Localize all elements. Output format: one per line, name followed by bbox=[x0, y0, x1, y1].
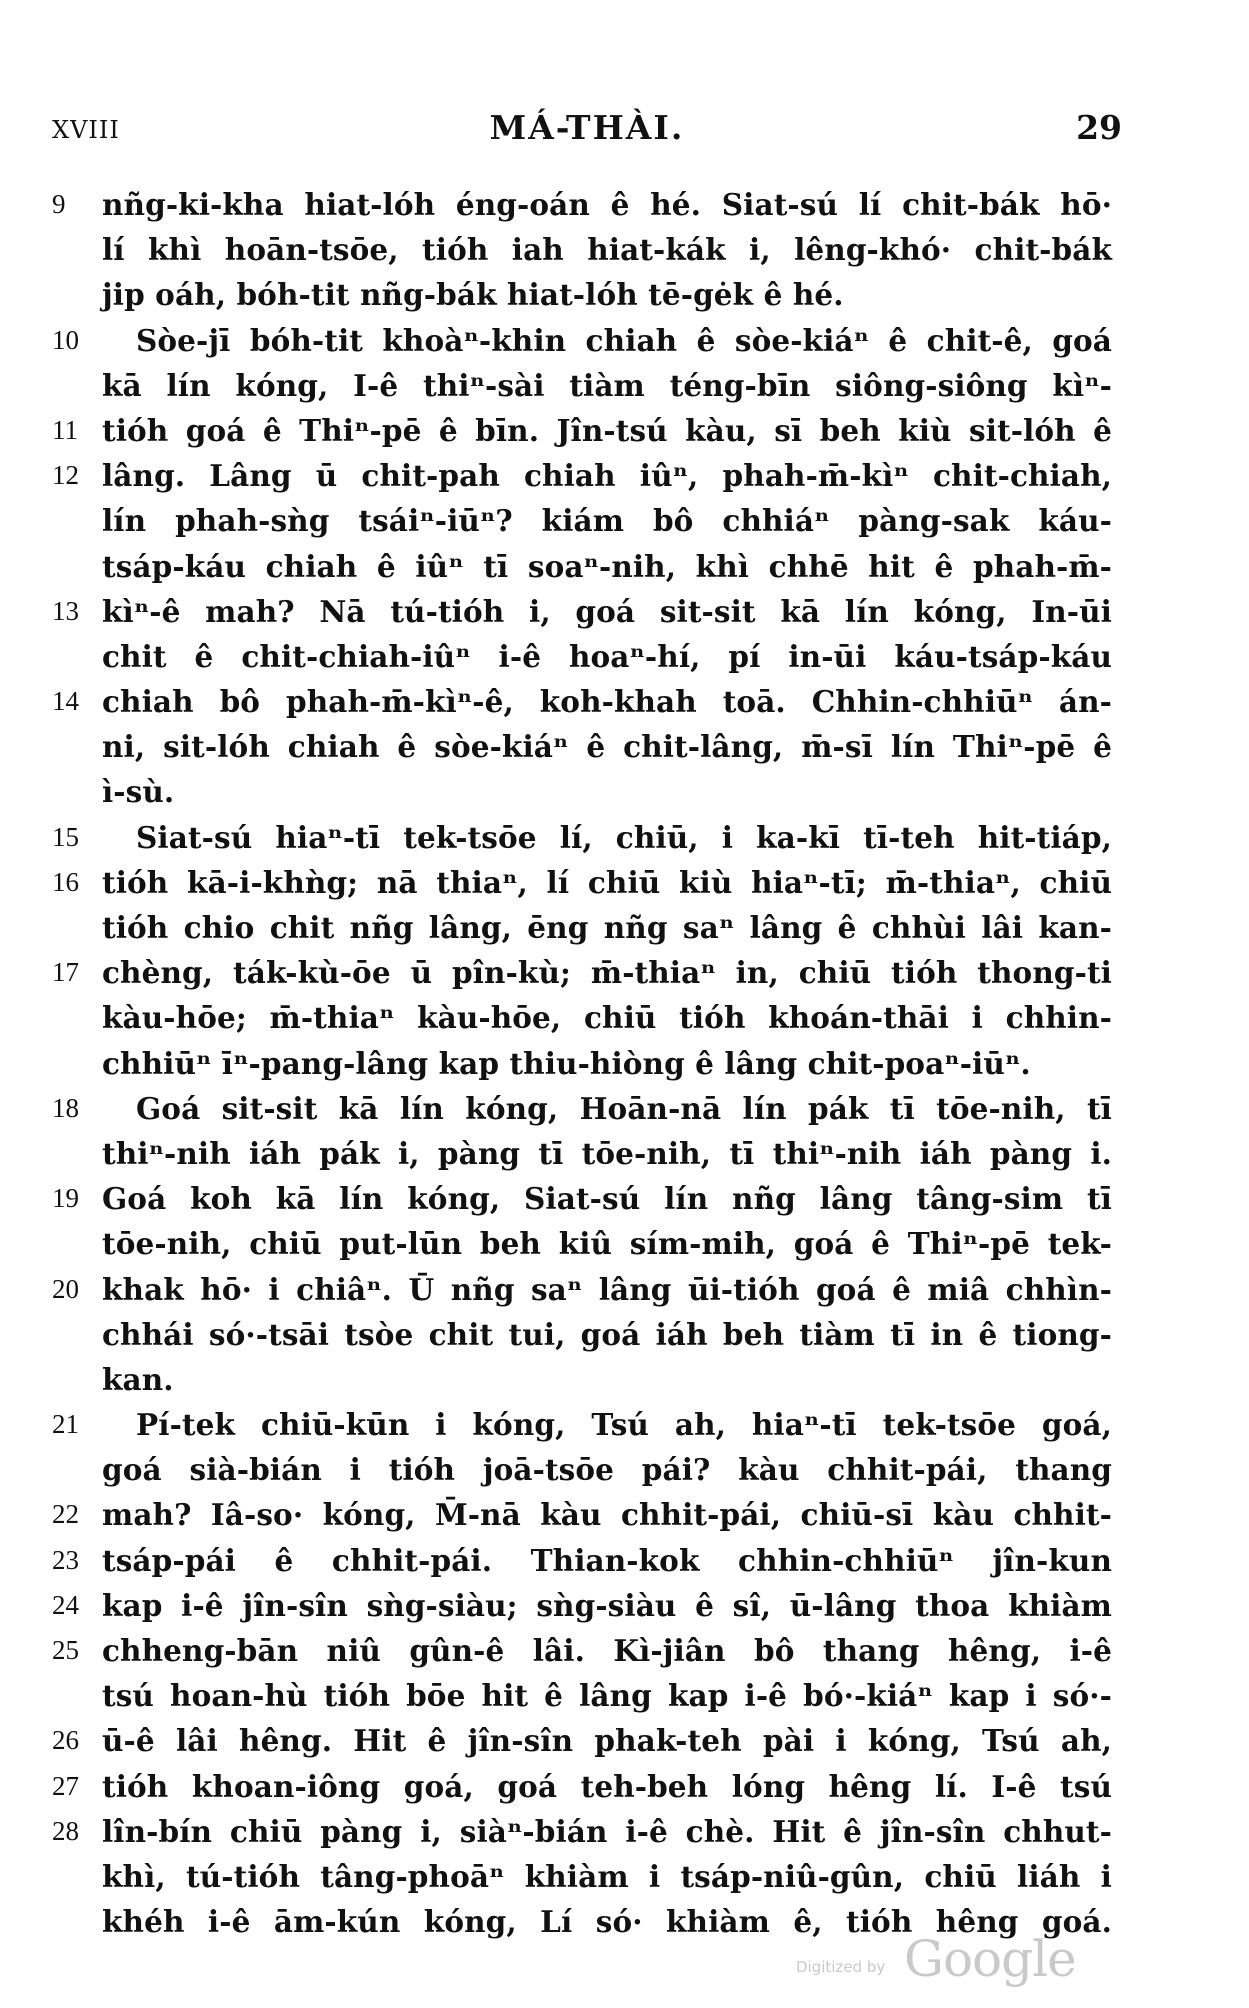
text-line bbox=[52, 860, 1122, 905]
text-line bbox=[52, 544, 1122, 589]
line-text: Siat-sú hiaⁿ-tī tek-tsōe lí, chiū, i ka-kī tī-teh hit-tiáp, bbox=[136, 819, 1112, 855]
line-text: chiah bô phah-m̄-kìⁿ-ê, koh-khah toā. Chhin-chhiūⁿ án- bbox=[102, 684, 1112, 720]
verse-number: 15 bbox=[52, 821, 79, 852]
chapter-number: XVIII bbox=[52, 116, 120, 144]
verse-number: 18 bbox=[52, 1092, 79, 1123]
book-title: MÁ-THÀI. bbox=[489, 108, 685, 147]
verse-number: 24 bbox=[52, 1589, 79, 1620]
line-text: jip oáh, bóh-tit nñg-bák hiat-lóh tē-gėk ê hé. bbox=[102, 277, 844, 313]
line-text: kap i-ê jîn-sîn sǹg-siàu; sǹg-siàu ê sî, ū-lâng thoa khiàm bbox=[102, 1587, 1112, 1623]
text-line bbox=[52, 272, 1122, 317]
verse-number: 11 bbox=[52, 414, 78, 445]
text-line bbox=[52, 769, 1122, 814]
line-text: ì-sù. bbox=[102, 774, 175, 810]
text-line bbox=[52, 1673, 1122, 1718]
line-text: tsáp-káu chiah ê iûⁿ tī soaⁿ-nih, khì chhē hit ê phah-m̄- bbox=[102, 548, 1112, 584]
line-text: tióh kā-i-khǹg; nā thiaⁿ, lí chiū kiù hiaⁿ-tī; m̄-thiaⁿ, chiū bbox=[102, 864, 1112, 900]
line-text: kan. bbox=[102, 1361, 174, 1397]
line-text: Goá sit-sit kā lín kóng, Hoān-nā lín pák tī tōe-nih, tī bbox=[136, 1090, 1112, 1126]
text-line bbox=[52, 1312, 1122, 1357]
text-line bbox=[52, 950, 1122, 995]
line-text: tióh khoan-iông goá, goá teh-beh lóng hêng lí. I-ê tsú bbox=[102, 1768, 1112, 1804]
text-line bbox=[52, 1221, 1122, 1266]
text-line bbox=[52, 227, 1122, 272]
verse-number: 13 bbox=[52, 595, 79, 626]
text-line bbox=[52, 589, 1122, 634]
text-line bbox=[52, 679, 1122, 724]
text-line bbox=[52, 905, 1122, 950]
text-line bbox=[52, 182, 1122, 227]
line-text: ni, sit-lóh chiah ê sòe-kiáⁿ ê chit-lâng, m̄-sī lín Thiⁿ-pē ê bbox=[102, 729, 1112, 765]
text-line bbox=[52, 1718, 1122, 1763]
line-text: khì, tú-tióh tâng-phoāⁿ khiàm i tsáp-niû-gûn, chiū liáh i bbox=[102, 1858, 1112, 1894]
line-text: chhiūⁿ īⁿ-pang-lâng kap thiu-hiòng ê lâng chit-poaⁿ-iūⁿ. bbox=[102, 1045, 1031, 1081]
line-text: lâng. Lâng ū chit-pah chiah iûⁿ, phah-m̄-kìⁿ chit-chiah, bbox=[102, 458, 1112, 494]
verse-number: 12 bbox=[52, 460, 79, 491]
line-text: kā lín kóng, I-ê thiⁿ-sài tiàm téng-bīn siông-siông kìⁿ- bbox=[102, 367, 1112, 403]
page-header bbox=[52, 108, 1122, 152]
text-line bbox=[52, 995, 1122, 1040]
line-text: kìⁿ-ê mah? Nā tú-tióh i, goá sit-sit kā lín kóng, In-ūi bbox=[102, 593, 1112, 629]
verse-number: 25 bbox=[52, 1635, 79, 1665]
text-line bbox=[52, 1086, 1122, 1131]
google-logo: Google bbox=[904, 1930, 1076, 1988]
verse-number: 20 bbox=[52, 1273, 79, 1304]
verse-number: 22 bbox=[52, 1499, 79, 1530]
text-line bbox=[52, 1131, 1122, 1176]
line-text: tsáp-pái ê chhit-pái. Thian-kok chhin-chhiūⁿ jîn-kun bbox=[102, 1542, 1112, 1578]
text-line bbox=[52, 1402, 1122, 1447]
scripture-text bbox=[52, 182, 1122, 1944]
text-line bbox=[52, 634, 1122, 679]
line-text: ū-ê lâi hêng. Hit ê jîn-sîn phak-teh pài i kóng, Tsú ah, bbox=[102, 1723, 1112, 1759]
line-text: mah? Iâ-so· kóng, M̄-nā kàu chhit-pái, chiū-sī kàu chhit- bbox=[102, 1497, 1112, 1533]
digitized-watermark bbox=[796, 1930, 1076, 1990]
verse-number: 16 bbox=[52, 866, 79, 897]
line-text: tōe-nih, chiū put-lūn beh kiû sím-mih, goá ê Thiⁿ-pē tek- bbox=[102, 1226, 1112, 1262]
text-line bbox=[52, 363, 1122, 408]
line-text: lîn-bín chiū pàng i, siàⁿ-bián i-ê chè. Hit ê jîn-sîn chhut- bbox=[102, 1813, 1112, 1849]
line-text: khak hō· i chiâⁿ. Ū nñg saⁿ lâng ūi-tióh goá ê miâ chhìn- bbox=[102, 1271, 1112, 1307]
text-line bbox=[52, 1764, 1122, 1809]
text-line bbox=[52, 1583, 1122, 1628]
line-text: Sòe-jī bóh-tit khoàⁿ-khin chiah ê sòe-kiáⁿ ê chit-ê, goá bbox=[136, 322, 1112, 358]
verse-number: 19 bbox=[52, 1183, 79, 1214]
verse-number: 14 bbox=[52, 686, 79, 717]
text-line bbox=[52, 1176, 1122, 1221]
verse-number: 27 bbox=[52, 1770, 79, 1801]
line-text: chheng-bān niû gûn-ê lâi. Kì-jiân bô thang hêng, i-ê bbox=[102, 1633, 1112, 1668]
text-line bbox=[52, 1447, 1122, 1492]
text-line bbox=[52, 408, 1122, 453]
text-line bbox=[52, 498, 1122, 543]
line-text: Goá koh kā lín kóng, Siat-sú lín nñg lâng tâng-sim tī bbox=[102, 1181, 1112, 1217]
text-line bbox=[52, 1538, 1122, 1583]
verse-number: 26 bbox=[52, 1725, 79, 1756]
page-number: 29 bbox=[1076, 108, 1122, 147]
line-text: lín phah-sǹg tsáiⁿ-iūⁿ? kiám bô chhiáⁿ pàng-sak káu- bbox=[102, 503, 1112, 539]
verse-number: 21 bbox=[52, 1409, 79, 1440]
text-line bbox=[52, 815, 1122, 860]
verse-number: 17 bbox=[52, 957, 79, 988]
verse-number: 23 bbox=[52, 1544, 79, 1575]
line-text: chèng, ták-kù-ōe ū pîn-kù; m̄-thiaⁿ in, chiū tióh thong-ti bbox=[102, 955, 1112, 991]
line-text: khéh i-ê ām-kún kóng, Lí só· khiàm ê, tióh hêng goá. bbox=[102, 1904, 1112, 1940]
text-line bbox=[52, 724, 1122, 769]
text-line bbox=[52, 318, 1122, 363]
line-text: goá sià-bián i tióh joā-tsōe pái? kàu chhit-pái, thang bbox=[102, 1452, 1112, 1488]
line-text: tióh chio chit nñg lâng, ēng nñg saⁿ lâng ê chhùi lâi kan- bbox=[102, 910, 1112, 945]
line-text: nñg-ki-kha hiat-lóh éng-oán ê hé. Siat-sú lí chit-bák hō· bbox=[102, 187, 1112, 222]
verse-number: 28 bbox=[52, 1815, 79, 1846]
line-text: Pí-tek chiū-kūn i kóng, Tsú ah, hiaⁿ-tī tek-tsōe goá, bbox=[136, 1407, 1112, 1443]
text-line bbox=[52, 1357, 1122, 1402]
verse-number: 9 bbox=[52, 189, 66, 219]
line-text: chhái só·-tsāi tsòe chit tui, goá iáh beh tiàm tī in ê tiong- bbox=[102, 1316, 1112, 1352]
text-line bbox=[52, 453, 1122, 498]
text-line bbox=[52, 1267, 1122, 1312]
text-line bbox=[52, 1492, 1122, 1537]
line-text: lí khì hoān-tsōe, tióh iah hiat-kák i, lêng-khó· chit-bák bbox=[102, 232, 1112, 268]
text-line bbox=[52, 1041, 1122, 1086]
verse-number: 10 bbox=[52, 324, 79, 355]
watermark-prefix: Digitized by bbox=[796, 1958, 886, 1976]
line-text: kàu-hōe; m̄-thiaⁿ kàu-hōe, chiū tióh khoán-thāi i chhin- bbox=[102, 1000, 1112, 1036]
text-line bbox=[52, 1854, 1122, 1899]
line-text: tióh goá ê Thiⁿ-pē ê bīn. Jîn-tsú kàu, sī beh kiù sit-lóh ê bbox=[102, 412, 1112, 448]
line-text: chit ê chit-chiah-iûⁿ i-ê hoaⁿ-hí, pí in-ūi káu-tsáp-káu bbox=[102, 638, 1112, 674]
text-line bbox=[52, 1809, 1122, 1854]
line-text: thiⁿ-nih iáh pák i, pàng tī tōe-nih, tī thiⁿ-nih iáh pàng i. bbox=[102, 1135, 1112, 1171]
line-text: tsú hoan-hù tióh bōe hit ê lâng kap i-ê bó·-kiáⁿ kap i só·- bbox=[102, 1678, 1112, 1714]
text-line bbox=[52, 1628, 1122, 1673]
